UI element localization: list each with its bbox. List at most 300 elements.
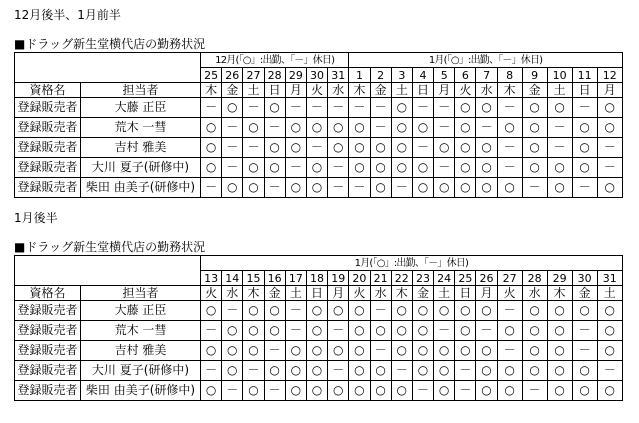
date-cell: 10 xyxy=(547,68,572,83)
weekday-cell: 金 xyxy=(522,83,547,98)
shift-cell: － xyxy=(412,138,433,158)
date-cell: 22 xyxy=(391,271,412,286)
date-cell: 1 xyxy=(349,68,370,83)
shift-cell: － xyxy=(349,98,370,118)
qualification-cell: 登録販売者 xyxy=(15,301,81,321)
shift-cell: ○ xyxy=(285,341,306,361)
shift-cell: － xyxy=(434,321,455,341)
weekday-cell: 金 xyxy=(264,286,285,301)
date-cell: 27 xyxy=(497,271,522,286)
shift-cell: ○ xyxy=(572,118,597,138)
schedule-table xyxy=(14,255,623,401)
date-cell: 8 xyxy=(497,68,522,83)
date-cell: 30 xyxy=(572,271,597,286)
period-heading: 12月後半、1月前半 xyxy=(14,8,121,22)
shift-cell: － xyxy=(597,138,622,158)
shift-cell: ○ xyxy=(328,138,349,158)
staff-row xyxy=(15,158,623,178)
shift-cell: ○ xyxy=(349,138,370,158)
shift-cell: ○ xyxy=(476,381,497,401)
shift-cell: ○ xyxy=(306,301,327,321)
weekday-cell: 火 xyxy=(497,286,522,301)
shift-cell: － xyxy=(370,341,391,361)
shift-cell: － xyxy=(222,301,243,321)
shift-cell: ○ xyxy=(476,138,497,158)
shift-cell: － xyxy=(476,118,497,138)
staff-row xyxy=(15,361,623,381)
qualification-header: 資格名 xyxy=(15,286,81,301)
date-cell: 31 xyxy=(597,271,622,286)
date-cell: 3 xyxy=(391,68,412,83)
staff-row xyxy=(15,118,623,138)
date-cell: 25 xyxy=(455,271,476,286)
shift-cell: ○ xyxy=(597,98,622,118)
weekday-cell: 月 xyxy=(476,286,497,301)
shift-cell: ○ xyxy=(572,158,597,178)
shift-cell: ○ xyxy=(572,301,597,321)
staff-header: 担当者 xyxy=(81,286,201,301)
qualification-cell: 登録販売者 xyxy=(15,98,81,118)
shift-cell: ○ xyxy=(597,341,622,361)
weekday-cell: 金 xyxy=(412,286,433,301)
shift-cell: ○ xyxy=(306,341,327,361)
weekday-cell: 木 xyxy=(547,286,572,301)
shift-cell: － xyxy=(497,158,522,178)
month-header: 12月(「○」:出勤、「－」休日) xyxy=(201,53,349,68)
shift-cell: ○ xyxy=(222,98,243,118)
shift-cell: ○ xyxy=(497,118,522,138)
staff-row xyxy=(15,381,623,401)
shift-cell: ○ xyxy=(547,158,572,178)
weekday-cell: 木 xyxy=(391,286,412,301)
shift-cell: ○ xyxy=(412,301,433,321)
date-cell: 26 xyxy=(222,68,243,83)
shift-cell: ○ xyxy=(285,361,306,381)
shift-cell: － xyxy=(243,98,264,118)
weekday-cell: 火 xyxy=(455,83,476,98)
date-cell: 27 xyxy=(243,68,264,83)
schedule-table xyxy=(14,52,623,198)
shift-cell: － xyxy=(328,98,349,118)
date-cell: 28 xyxy=(264,68,285,83)
shift-cell: － xyxy=(497,138,522,158)
shift-cell: ○ xyxy=(522,138,547,158)
shift-cell: － xyxy=(328,361,349,381)
date-cell: 28 xyxy=(522,271,547,286)
shift-cell: ○ xyxy=(572,361,597,381)
shift-cell: ○ xyxy=(476,361,497,381)
shift-cell: ○ xyxy=(243,118,264,138)
shift-cell: ○ xyxy=(264,138,285,158)
shift-cell: ○ xyxy=(306,361,327,381)
shift-cell: － xyxy=(222,158,243,178)
shift-cell: ○ xyxy=(370,381,391,401)
shift-cell: － xyxy=(547,138,572,158)
shift-cell: － xyxy=(597,361,622,381)
staff-name-cell: 荒木 一彗 xyxy=(81,118,201,138)
weekday-row xyxy=(15,286,623,301)
shift-cell: － xyxy=(522,178,547,198)
weekday-cell: 水 xyxy=(522,286,547,301)
month-header: 1月(「○」:出勤、「－」休日) xyxy=(349,53,622,68)
date-cell: 20 xyxy=(349,271,370,286)
shift-cell: ○ xyxy=(222,321,243,341)
shift-cell: － xyxy=(455,361,476,381)
weekday-cell: 水 xyxy=(222,286,243,301)
shift-cell: ○ xyxy=(328,301,349,321)
qualification-cell: 登録販売者 xyxy=(15,118,81,138)
corner-blank xyxy=(15,256,201,286)
qualification-cell: 登録販売者 xyxy=(15,138,81,158)
shift-cell: ○ xyxy=(370,178,391,198)
staff-row xyxy=(15,341,623,361)
shift-cell: ○ xyxy=(476,158,497,178)
shift-cell: ○ xyxy=(391,321,412,341)
qualification-cell: 登録販売者 xyxy=(15,341,81,361)
shift-cell: ○ xyxy=(264,158,285,178)
shift-cell: － xyxy=(285,158,306,178)
shift-cell: － xyxy=(597,158,622,178)
shift-cell: － xyxy=(264,341,285,361)
shift-cell: － xyxy=(349,178,370,198)
shift-cell: － xyxy=(328,158,349,178)
shift-cell: － xyxy=(285,98,306,118)
shift-cell: － xyxy=(243,361,264,381)
date-cell: 29 xyxy=(285,68,306,83)
shift-cell: ○ xyxy=(597,321,622,341)
weekday-cell: 土 xyxy=(243,83,264,98)
shift-cell: － xyxy=(391,361,412,381)
shift-cell: ○ xyxy=(391,98,412,118)
shift-cell: ○ xyxy=(349,118,370,138)
shift-cell: － xyxy=(572,178,597,198)
shift-cell: ○ xyxy=(349,158,370,178)
date-cell: 26 xyxy=(476,271,497,286)
date-cell: 18 xyxy=(306,271,327,286)
shift-cell: ○ xyxy=(349,301,370,321)
shift-cell: ○ xyxy=(243,341,264,361)
shift-cell: ○ xyxy=(222,178,243,198)
shift-cell: ○ xyxy=(264,321,285,341)
date-cell: 13 xyxy=(201,271,222,286)
shift-cell: － xyxy=(370,301,391,321)
shift-cell: ○ xyxy=(370,361,391,381)
shift-cell: ○ xyxy=(547,301,572,321)
weekday-cell: 土 xyxy=(547,83,572,98)
date-cell: 29 xyxy=(547,271,572,286)
weekday-cell: 火 xyxy=(306,83,327,98)
shift-cell: － xyxy=(370,98,391,118)
date-cell: 2 xyxy=(370,68,391,83)
shift-cell: ○ xyxy=(547,321,572,341)
month-header: 1月(「○」:出勤、「－」休日) xyxy=(201,256,623,271)
shift-cell: － xyxy=(264,178,285,198)
weekday-cell: 日 xyxy=(264,83,285,98)
shift-cell: ○ xyxy=(476,98,497,118)
shift-cell: ○ xyxy=(306,118,327,138)
weekday-cell: 日 xyxy=(412,83,433,98)
shift-cell: ○ xyxy=(391,118,412,138)
shift-cell: － xyxy=(306,138,327,158)
shift-cell: ○ xyxy=(412,158,433,178)
date-cell: 14 xyxy=(222,271,243,286)
weekday-cell: 木 xyxy=(201,83,222,98)
shift-cell: ○ xyxy=(306,381,327,401)
shift-cell: ○ xyxy=(412,118,433,138)
shift-cell: － xyxy=(434,158,455,178)
shift-cell: ○ xyxy=(572,381,597,401)
shift-cell: ○ xyxy=(264,301,285,321)
shift-cell: － xyxy=(222,138,243,158)
shift-cell: ○ xyxy=(412,321,433,341)
shift-cell: － xyxy=(264,118,285,138)
date-cell: 5 xyxy=(434,68,455,83)
weekday-cell: 金 xyxy=(370,83,391,98)
shift-cell: － xyxy=(201,178,222,198)
staff-name-cell: 柴田 由美子(研修中) xyxy=(81,381,201,401)
shift-cell: － xyxy=(497,301,522,321)
shift-cell: ○ xyxy=(201,138,222,158)
shift-cell: － xyxy=(201,361,222,381)
shift-cell: ○ xyxy=(349,361,370,381)
shift-cell: ○ xyxy=(412,178,433,198)
shift-cell: － xyxy=(412,98,433,118)
shift-cell: ○ xyxy=(434,361,455,381)
shift-cell: ○ xyxy=(306,158,327,178)
weekday-cell: 火 xyxy=(349,286,370,301)
qualification-header: 資格名 xyxy=(15,83,81,98)
shift-cell: ○ xyxy=(328,381,349,401)
date-cell: 25 xyxy=(201,68,222,83)
shift-cell: － xyxy=(497,98,522,118)
shift-cell: － xyxy=(476,321,497,341)
staff-name-cell: 吉村 雅美 xyxy=(81,138,201,158)
staff-row xyxy=(15,178,623,198)
shift-cell: － xyxy=(572,321,597,341)
shift-cell: ○ xyxy=(434,301,455,321)
shift-cell: ○ xyxy=(434,381,455,401)
weekday-row xyxy=(15,83,623,98)
shift-cell: ○ xyxy=(522,321,547,341)
shift-cell: ○ xyxy=(370,158,391,178)
shift-cell: － xyxy=(547,118,572,138)
shift-cell: － xyxy=(306,98,327,118)
shift-cell: ○ xyxy=(412,361,433,381)
weekday-cell: 月 xyxy=(328,286,349,301)
shift-cell: ○ xyxy=(597,301,622,321)
shift-cell: ○ xyxy=(243,158,264,178)
weekday-cell: 木 xyxy=(243,286,264,301)
shift-cell: ○ xyxy=(497,381,522,401)
staff-row xyxy=(15,138,623,158)
shift-cell: ○ xyxy=(547,98,572,118)
shift-cell: － xyxy=(497,341,522,361)
shift-cell: ○ xyxy=(264,361,285,381)
corner-blank xyxy=(15,53,201,83)
shift-cell: ○ xyxy=(455,138,476,158)
staff-row xyxy=(15,301,623,321)
shift-cell: － xyxy=(455,381,476,401)
shift-cell: － xyxy=(264,381,285,401)
date-cell: 4 xyxy=(412,68,433,83)
table-title: ■ドラッグ新生堂横代店の勤務状況 xyxy=(14,240,206,254)
shift-cell: ○ xyxy=(522,301,547,321)
shift-cell: ○ xyxy=(201,341,222,361)
weekday-cell: 金 xyxy=(572,286,597,301)
weekday-cell: 土 xyxy=(285,286,306,301)
qualification-cell: 登録販売者 xyxy=(15,381,81,401)
weekday-cell: 火 xyxy=(201,286,222,301)
shift-cell: ○ xyxy=(349,321,370,341)
shift-cell: ○ xyxy=(434,138,455,158)
shift-cell: ○ xyxy=(349,341,370,361)
shift-cell: ○ xyxy=(597,381,622,401)
date-cell: 23 xyxy=(412,271,433,286)
shift-cell: － xyxy=(222,381,243,401)
shift-cell: － xyxy=(412,381,433,401)
shift-cell: ○ xyxy=(306,178,327,198)
shift-cell: ○ xyxy=(391,158,412,178)
shift-cell: ○ xyxy=(572,138,597,158)
shift-cell: ○ xyxy=(434,178,455,198)
date-cell: 31 xyxy=(328,68,349,83)
date-cell: 16 xyxy=(264,271,285,286)
weekday-cell: 土 xyxy=(391,83,412,98)
shift-cell: ○ xyxy=(370,321,391,341)
shift-cell: ○ xyxy=(455,321,476,341)
date-cell: 17 xyxy=(285,271,306,286)
shift-cell: ○ xyxy=(328,118,349,138)
weekday-cell: 日 xyxy=(455,286,476,301)
weekday-cell: 水 xyxy=(370,286,391,301)
shift-cell: － xyxy=(522,381,547,401)
weekday-cell: 木 xyxy=(349,83,370,98)
date-cell: 6 xyxy=(455,68,476,83)
shift-cell: ○ xyxy=(522,98,547,118)
qualification-cell: 登録販売者 xyxy=(15,361,81,381)
shift-cell: ○ xyxy=(455,118,476,138)
shift-cell: － xyxy=(572,341,597,361)
shift-cell: ○ xyxy=(264,98,285,118)
shift-cell: ○ xyxy=(522,361,547,381)
shift-cell: ○ xyxy=(243,381,264,401)
shift-cell: － xyxy=(370,118,391,138)
shift-cell: ○ xyxy=(455,341,476,361)
shift-cell: ○ xyxy=(597,178,622,198)
shift-cell: － xyxy=(434,118,455,138)
shift-cell: － xyxy=(328,178,349,198)
shift-cell: ○ xyxy=(391,138,412,158)
staff-name-cell: 大藤 正臣 xyxy=(81,301,201,321)
shift-cell: ○ xyxy=(455,158,476,178)
shift-cell: ○ xyxy=(243,321,264,341)
shift-cell: － xyxy=(222,118,243,138)
shift-cell: ○ xyxy=(285,178,306,198)
weekday-cell: 月 xyxy=(597,83,622,98)
date-cell: 9 xyxy=(522,68,547,83)
shift-cell: ○ xyxy=(547,381,572,401)
date-cell: 12 xyxy=(597,68,622,83)
shift-cell: ○ xyxy=(370,138,391,158)
shift-cell: － xyxy=(434,98,455,118)
month-header-row xyxy=(15,53,623,68)
shift-cell: － xyxy=(328,321,349,341)
weekday-cell: 月 xyxy=(434,83,455,98)
staff-name-cell: 大川 夏子(研修中) xyxy=(81,158,201,178)
shift-cell: － xyxy=(391,178,412,198)
shift-cell: ○ xyxy=(476,178,497,198)
shift-cell: ○ xyxy=(285,118,306,138)
shift-cell: ○ xyxy=(547,341,572,361)
staff-name-cell: 柴田 由美子(研修中) xyxy=(81,178,201,198)
weekday-cell: 木 xyxy=(497,83,522,98)
shift-cell: ○ xyxy=(412,341,433,361)
qualification-cell: 登録販売者 xyxy=(15,321,81,341)
shift-cell: － xyxy=(572,98,597,118)
weekday-cell: 土 xyxy=(434,286,455,301)
table-title: ■ドラッグ新生堂横代店の勤務状況 xyxy=(14,37,206,51)
shift-cell: ○ xyxy=(391,341,412,361)
shift-cell: ○ xyxy=(522,118,547,138)
shift-cell: ○ xyxy=(522,158,547,178)
shift-cell: ○ xyxy=(476,341,497,361)
shift-cell: ○ xyxy=(222,361,243,381)
weekday-cell: 水 xyxy=(328,83,349,98)
date-cell: 30 xyxy=(306,68,327,83)
date-cell: 7 xyxy=(476,68,497,83)
month-header-row xyxy=(15,256,623,271)
shift-cell: － xyxy=(201,98,222,118)
staff-name-cell: 大川 夏子(研修中) xyxy=(81,361,201,381)
shift-cell: ○ xyxy=(243,178,264,198)
shift-cell: ○ xyxy=(497,178,522,198)
shift-cell: ○ xyxy=(349,381,370,401)
staff-name-cell: 荒木 一彗 xyxy=(81,321,201,341)
date-cell: 19 xyxy=(328,271,349,286)
shift-cell: ○ xyxy=(201,301,222,321)
shift-cell: ○ xyxy=(497,361,522,381)
shift-cell: － xyxy=(285,301,306,321)
shift-cell: ○ xyxy=(222,341,243,361)
shift-cell: － xyxy=(201,321,222,341)
shift-cell: ○ xyxy=(391,381,412,401)
qualification-cell: 登録販売者 xyxy=(15,178,81,198)
shift-cell: ○ xyxy=(522,341,547,361)
shift-cell: ○ xyxy=(434,341,455,361)
staff-header: 担当者 xyxy=(81,83,201,98)
qualification-cell: 登録販売者 xyxy=(15,158,81,178)
shift-cell: ○ xyxy=(391,301,412,321)
weekday-cell: 金 xyxy=(222,83,243,98)
shift-cell: ○ xyxy=(476,301,497,321)
shift-cell: ○ xyxy=(306,321,327,341)
period-heading: 1月後半 xyxy=(14,211,58,225)
shift-cell: ○ xyxy=(455,178,476,198)
staff-row xyxy=(15,321,623,341)
staff-row xyxy=(15,98,623,118)
shift-cell: ○ xyxy=(285,138,306,158)
shift-cell: ○ xyxy=(497,321,522,341)
shift-cell: ○ xyxy=(597,118,622,138)
date-cell: 11 xyxy=(572,68,597,83)
shift-cell: ○ xyxy=(285,381,306,401)
shift-cell: ○ xyxy=(201,381,222,401)
staff-name-cell: 吉村 雅美 xyxy=(81,341,201,361)
shift-cell: ○ xyxy=(547,178,572,198)
date-cell: 15 xyxy=(243,271,264,286)
shift-cell: － xyxy=(243,138,264,158)
date-cell: 21 xyxy=(370,271,391,286)
